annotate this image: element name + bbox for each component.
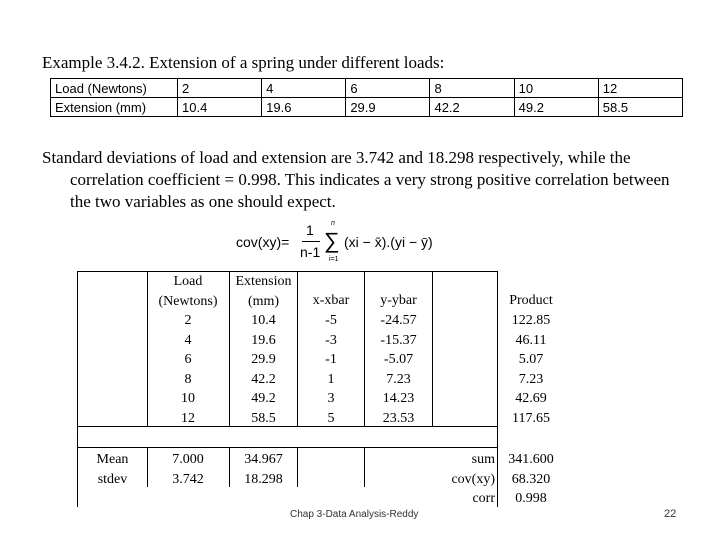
table-cell: 10.4: [178, 98, 262, 117]
table-cell: 18.298: [244, 471, 283, 487]
formula-denominator: n-1: [300, 244, 321, 260]
result-label-cov: cov(xy): [451, 471, 495, 487]
table-cell: 117.65: [512, 410, 550, 426]
header-load: [148, 272, 228, 311]
header-line: Load: [173, 274, 203, 289]
formula-rhs: (xi − x̄).(yi − ȳ): [344, 234, 433, 250]
result-label-sum: sum: [471, 452, 495, 467]
sum-upper-limit: n: [331, 220, 335, 227]
table-cell: 23.53: [382, 410, 415, 426]
column-extension: [230, 311, 297, 428]
stat-labels: [78, 450, 147, 489]
table-cell: 42.2: [251, 371, 276, 387]
column-product: [498, 311, 564, 428]
result-corr: 0.998: [515, 491, 547, 506]
table-cell: 10: [514, 79, 598, 98]
table-cell: 3: [327, 391, 335, 406]
table-cell: 58.5: [598, 98, 682, 117]
table-cell: 7.23: [518, 371, 544, 387]
table-cell: 8: [430, 79, 514, 98]
table-cell: 2: [184, 313, 192, 328]
table-cell: 8: [184, 371, 192, 387]
slide-footer: Chap 3-Data Analysis-Reddy: [290, 509, 419, 520]
table-cell: 10.4: [251, 313, 276, 328]
table-cell: 5: [327, 410, 335, 426]
column-xdev: [298, 311, 364, 428]
table-cell: 42.2: [430, 98, 514, 117]
table-cell: 1: [327, 371, 335, 387]
header-product: Product: [509, 293, 553, 308]
table-cell: -1: [325, 352, 337, 367]
table-cell: -3: [325, 332, 337, 348]
result-sum: 341.600: [508, 452, 554, 467]
table-cell: -5: [325, 313, 337, 328]
row-header-extension: Extension (mm): [51, 98, 178, 117]
formula-numerator: 1: [306, 222, 314, 238]
header-line: Extension: [235, 274, 292, 289]
table-divider: [77, 447, 497, 448]
table-cell: 42.69: [515, 391, 547, 406]
table-cell: 29.9: [251, 352, 276, 367]
table-cell: 3.742: [172, 471, 204, 487]
table-cell: 19.6: [262, 98, 346, 117]
table-cell: 6: [346, 79, 430, 98]
table-cell: 10: [181, 391, 195, 406]
table-divider: [432, 271, 433, 426]
result-labels: [433, 450, 495, 509]
stat-label-stdev: stdev: [97, 471, 128, 487]
sigma-icon: ∑: [324, 228, 340, 253]
column-ydev: [365, 311, 432, 428]
table-cell: 5.07: [518, 352, 544, 367]
extension-stats: [230, 450, 297, 489]
table-cell: 58.5: [251, 410, 276, 426]
table-cell: 19.6: [251, 332, 276, 348]
header-xdev: x-xbar: [312, 293, 350, 308]
table-cell: 7.23: [386, 371, 411, 387]
table-cell: 12: [181, 410, 195, 426]
result-values: [498, 450, 564, 509]
table-cell: 49.2: [514, 98, 598, 117]
table-cell: 7.000: [172, 452, 204, 467]
sum-lower-limit: i=1: [329, 256, 339, 263]
table-cell: 46.11: [515, 332, 547, 348]
row-header-load: Load (Newtons): [51, 79, 178, 98]
header-line: (mm): [247, 293, 280, 309]
table-divider: [364, 447, 365, 487]
load-stats: [148, 450, 228, 489]
table-cell: 4: [184, 332, 192, 348]
table-cell: -5.07: [383, 352, 414, 367]
table-divider: [297, 447, 298, 487]
example-heading: Example 3.4.2. Extension of a spring under different loads:: [42, 53, 445, 72]
paragraph-text: Standard deviations of load and extension are 3.742 and 18.298 respectively, while the correlation coefficient = 0.998. This indicates a very strong positive correlation between the two variables as one should expect.: [42, 148, 670, 211]
table-cell: 14.23: [382, 391, 415, 406]
table-cell: -24.57: [380, 313, 417, 328]
result-label-corr: corr: [472, 491, 495, 506]
header-extension: [230, 272, 297, 311]
table-cell: 49.2: [251, 391, 276, 406]
column-load: [148, 311, 228, 428]
table-cell: -15.37: [380, 332, 417, 348]
page-number: 22: [664, 508, 677, 520]
table-cell: 34.967: [244, 452, 283, 467]
table-cell: 6: [184, 352, 192, 367]
table-cell: 2: [178, 79, 262, 98]
table-cell: 122.85: [511, 313, 551, 328]
table-cell: 4: [262, 79, 346, 98]
formula-lhs: cov(xy)=: [236, 234, 290, 250]
result-cov: 68.320: [511, 471, 551, 487]
header-ydev: y-ybar: [380, 293, 417, 308]
header-line: (Newtons): [158, 293, 218, 309]
stat-label-mean: Mean: [96, 452, 129, 467]
table-cell: 12: [598, 79, 682, 98]
table-cell: 29.9: [346, 98, 430, 117]
